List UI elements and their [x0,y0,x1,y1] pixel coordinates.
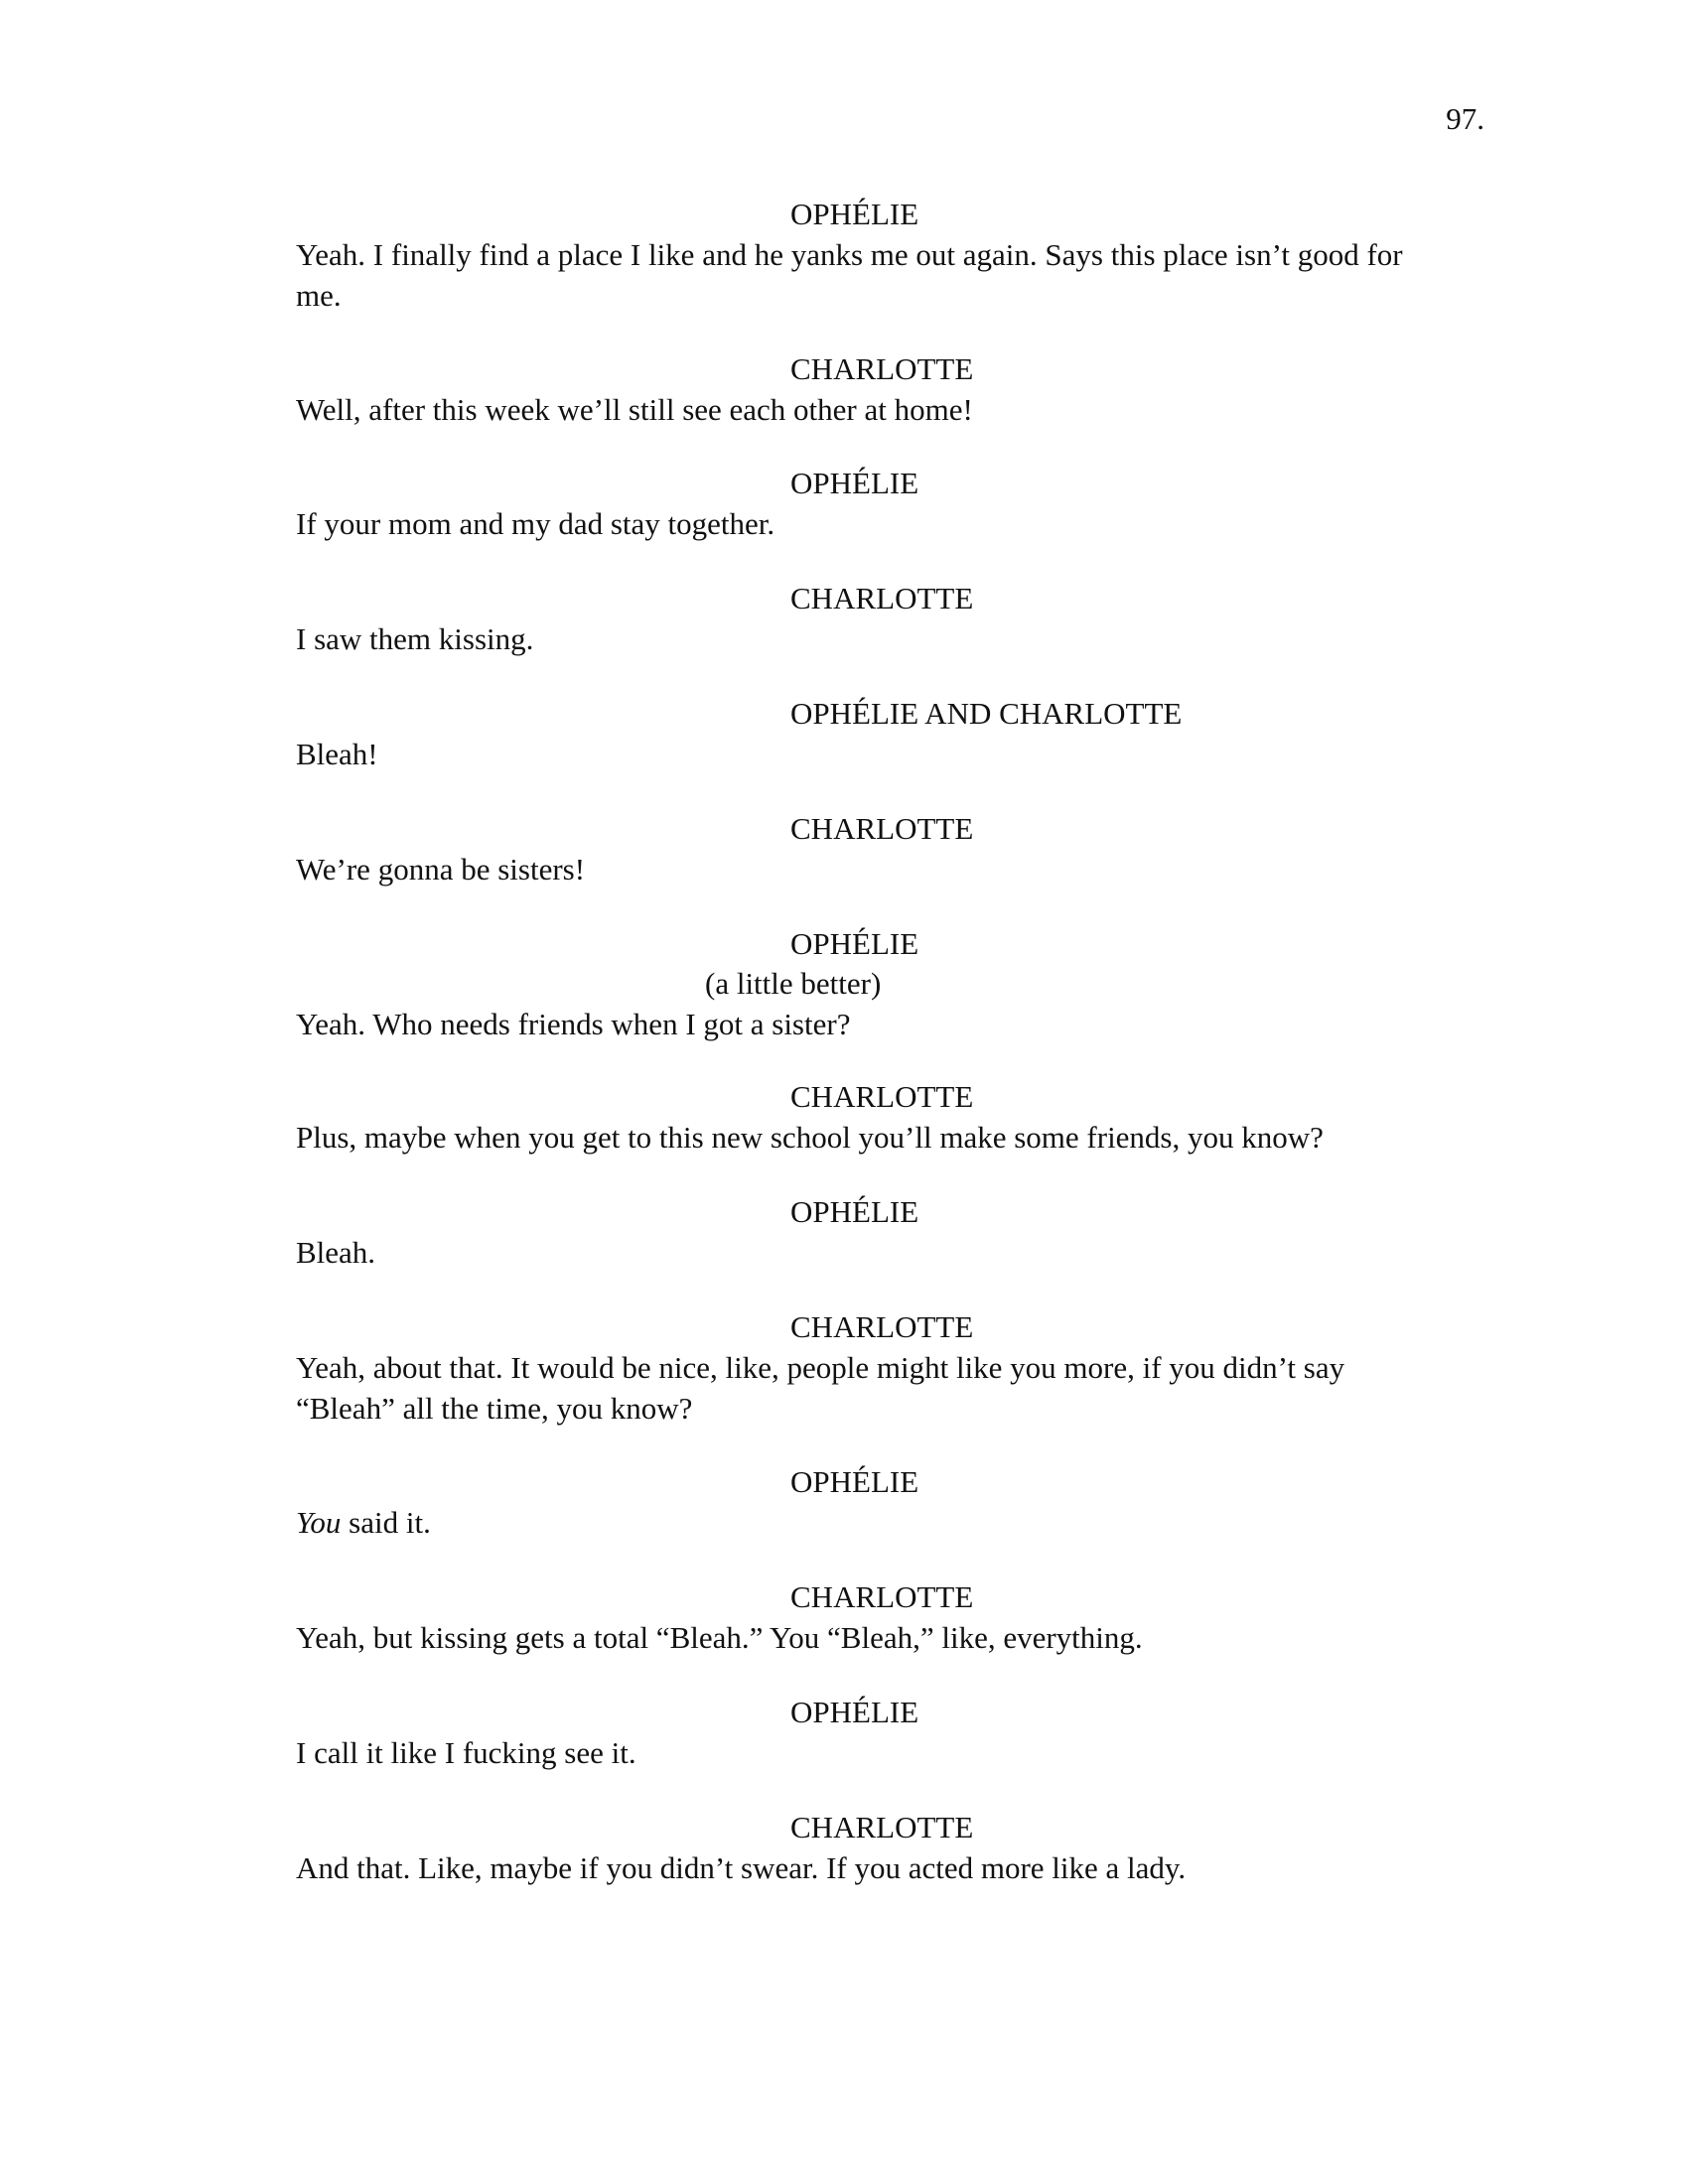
dialogue-block [296,694,1487,774]
dialogue-line: I call it like I fucking see it. [296,1735,636,1770]
dialogue-block [296,1462,1487,1543]
character-name: CHARLOTTE [790,1309,974,1344]
dialogue-line: Yeah, but kissing gets a total “Bleah.” You “Bleah,” like, everything. [296,1620,1143,1655]
dialogue-line: me. [296,278,342,313]
dialogue-line: Bleah. [296,1235,376,1270]
dialogue-block [296,1808,1487,1888]
character-name: CHARLOTTE [790,1810,974,1844]
dialogue-block [296,579,1487,659]
emphasized-word: You [296,1505,342,1540]
character-name: CHARLOTTE [790,351,974,386]
dialogue-block [296,1192,1487,1273]
character-name: OPHÉLIE [790,466,919,500]
character-name: OPHÉLIE [790,1695,919,1729]
character-name: CHARLOTTE [790,581,974,615]
dialogue-line: If your mom and my dad stay together. [296,506,775,541]
dialogue-line-rest: said it. [341,1505,431,1540]
character-name: OPHÉLIE [790,1464,919,1499]
dialogue-line: Yeah. Who needs friends when I got a sister? [296,1007,851,1041]
dialogue-block [296,195,1487,316]
character-name: OPHÉLIE [790,926,919,961]
dialogue-line: Yeah. I finally find a place I like and he yanks me out again. Says this place isn’t good for [296,237,1403,272]
dialogue-block [296,809,1487,889]
character-name: CHARLOTTE [790,811,974,846]
dialogue-line: “Bleah” all the time, you know? [296,1391,693,1426]
dialogue-line: We’re gonna be sisters! [296,852,586,887]
dialogue-line: Well, after this week we’ll still see each other at home! [296,392,973,427]
dialogue-line: Yeah, about that. It would be nice, like, people might like you more, if you didn’t say [296,1350,1345,1385]
page-number: 97. [1446,101,1484,136]
dialogue-block [296,1307,1487,1429]
dialogue-line [296,1502,1487,1543]
character-name: OPHÉLIE [790,197,919,231]
dialogue-block [296,1077,1487,1158]
dialogue-line: Bleah! [296,737,378,771]
character-name: CHARLOTTE [790,1579,974,1614]
character-name: CHARLOTTE [790,1079,974,1114]
dialogue-block [296,1577,1487,1658]
dialogue-block [296,924,1487,1044]
dialogue-line: Plus, maybe when you get to this new school you’ll make some friends, you know? [296,1120,1324,1155]
parenthetical: (a little better) [705,966,882,1001]
dialogue-line: I saw them kissing. [296,621,534,656]
dialogue-block [296,1693,1487,1773]
dialogue-block [296,349,1487,430]
dialogue-block [296,464,1487,544]
character-name: OPHÉLIE AND CHARLOTTE [790,696,1183,731]
dialogue-line: And that. Like, maybe if you didn’t swear. If you acted more like a lady. [296,1850,1187,1885]
character-name: OPHÉLIE [790,1194,919,1229]
